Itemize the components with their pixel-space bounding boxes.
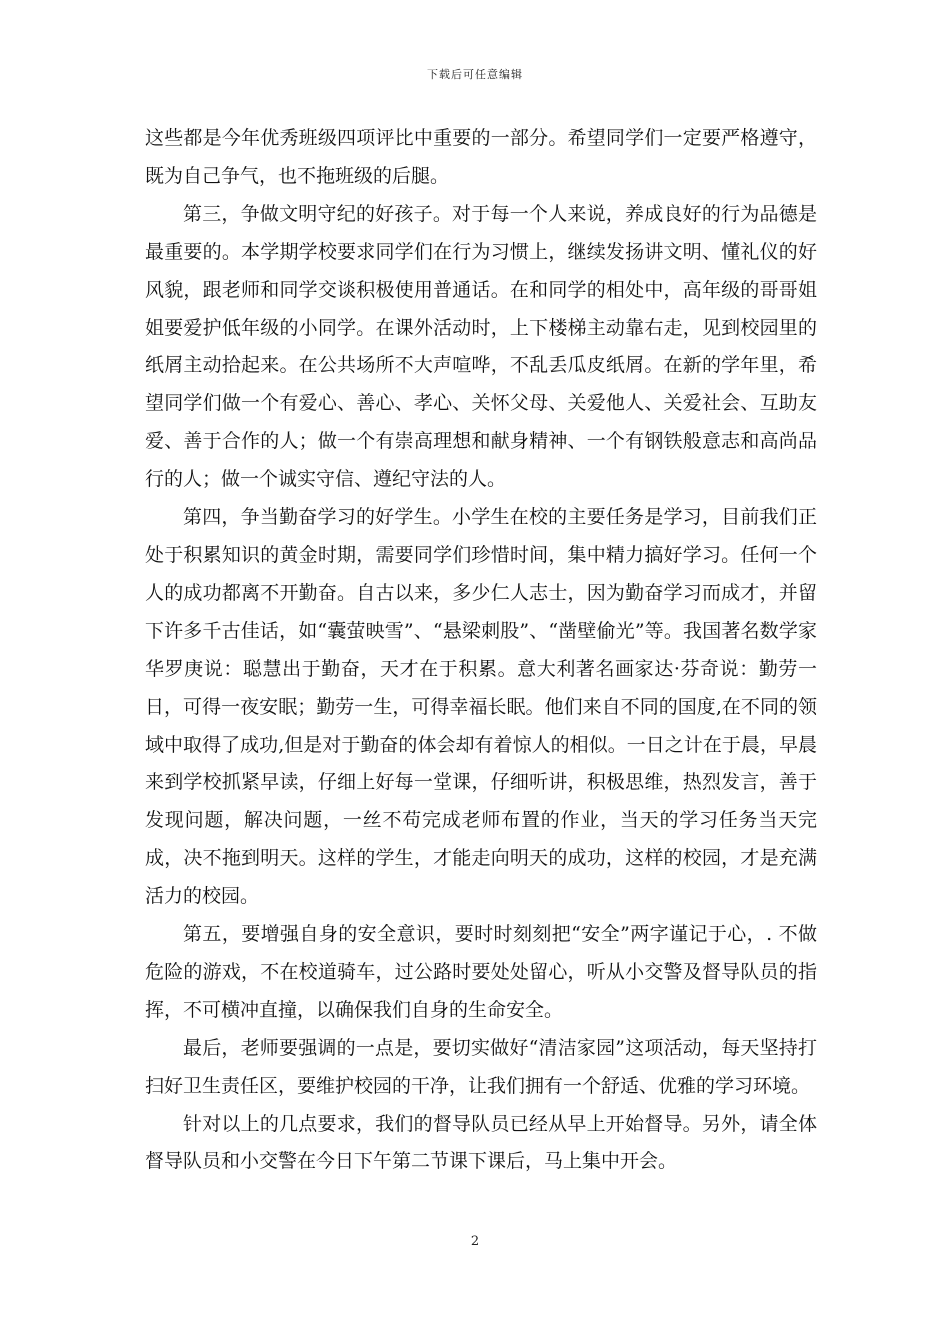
paragraph-fifth-point: 第五，要增强自身的安全意识，要时时刻刻把“安全”两字谨记于心，. 不做危险的游戏，不在校道骑车，过公路时要处处留心，听从小交警及督导队员的指挥，不可横冲直撞，以确保我们自身的生命安全。 bbox=[145, 923, 817, 1021]
paragraph-third-point: 第三，争做文明守纪的好孩子。对于每一个人来说，养成良好的行为品德是最重要的。本学期学校要求同学们在行为习惯上，继续发扬讲文明、懂礼仪的好风貌，跟老师和同学交谈积极使用普通话。在和同学的相处中，高年级的哥哥姐姐要爱护低年级的小同学。在课外活动时，上下楼梯主动靠右走，见到校园里的纸屑主动拾起来。在公共场所不大声喧哗，不乱丢瓜皮纸屑。在新的学年里，希望同学们做一个有爱心、善心、孝心、关怀父母、关爱他人、关爱社会、互助友爱、善于合作的人；做一个有崇高理想和献身精神、一个有钢铁般意志和高尚品行的人；做一个诚实守信、遵纪守法的人。 bbox=[145, 202, 817, 491]
paragraph-continuation: 这些都是今年优秀班级四项评比中重要的一部分。希望同学们一定要严格遵守，既为自己争气，也不拖班级的后腿。 bbox=[145, 127, 817, 187]
page-header: 下载后可任意编辑 bbox=[427, 68, 523, 81]
paragraph-fourth-point: 第四，争当勤奋学习的好学生。小学生在校的主要任务是学习，目前我们正处于积累知识的黄金时期，需要同学们珍惜时间，集中精力搞好学习。任何一个人的成功都离不开勤奋。自古以来，多少仁人志士，因为勤奋学习而成才，并留下许多千古佳话，如“囊萤映雪”、“悬梁刺股”、“凿壁偷光”等。我国著名数学家华罗庚说：聪慧出于勤奋，天才在于积累。意大利著名画家达·芬奇说：勤劳一日，可得一夜安眠；勤劳一生，可得幸福长眠。他们来自不同的国度,在不同的领域中取得了成功,但是对于勤奋的体会却有着惊人的相似。一日之计在于晨，早晨来到学校抓紧早读，仔细上好每一堂课，仔细听讲，积极思维，热烈发言，善于发现问题，解决问题，一丝不苟完成老师布置的作业，当天的学习任务当天完成，决不拖到明天。这样的学生，才能走向明天的成功，这样的校园，才是充满活力的校园。 bbox=[145, 506, 817, 908]
paragraph-closing: 针对以上的几点要求，我们的督导队员已经从早上开始督导。另外，请全体督导队员和小交警在今日下午第二节课下课后，马上集中开会。 bbox=[145, 1112, 817, 1173]
document-body bbox=[145, 120, 817, 1181]
page-number: 2 bbox=[470, 1234, 480, 1249]
paragraph-final-point: 最后，老师要强调的一点是，要切实做好“清洁家园”这项活动，每天坚持打扫好卫生责任区，要维护校园的干净，让我们拥有一个舒适、优雅的学习环境。 bbox=[145, 1036, 817, 1097]
